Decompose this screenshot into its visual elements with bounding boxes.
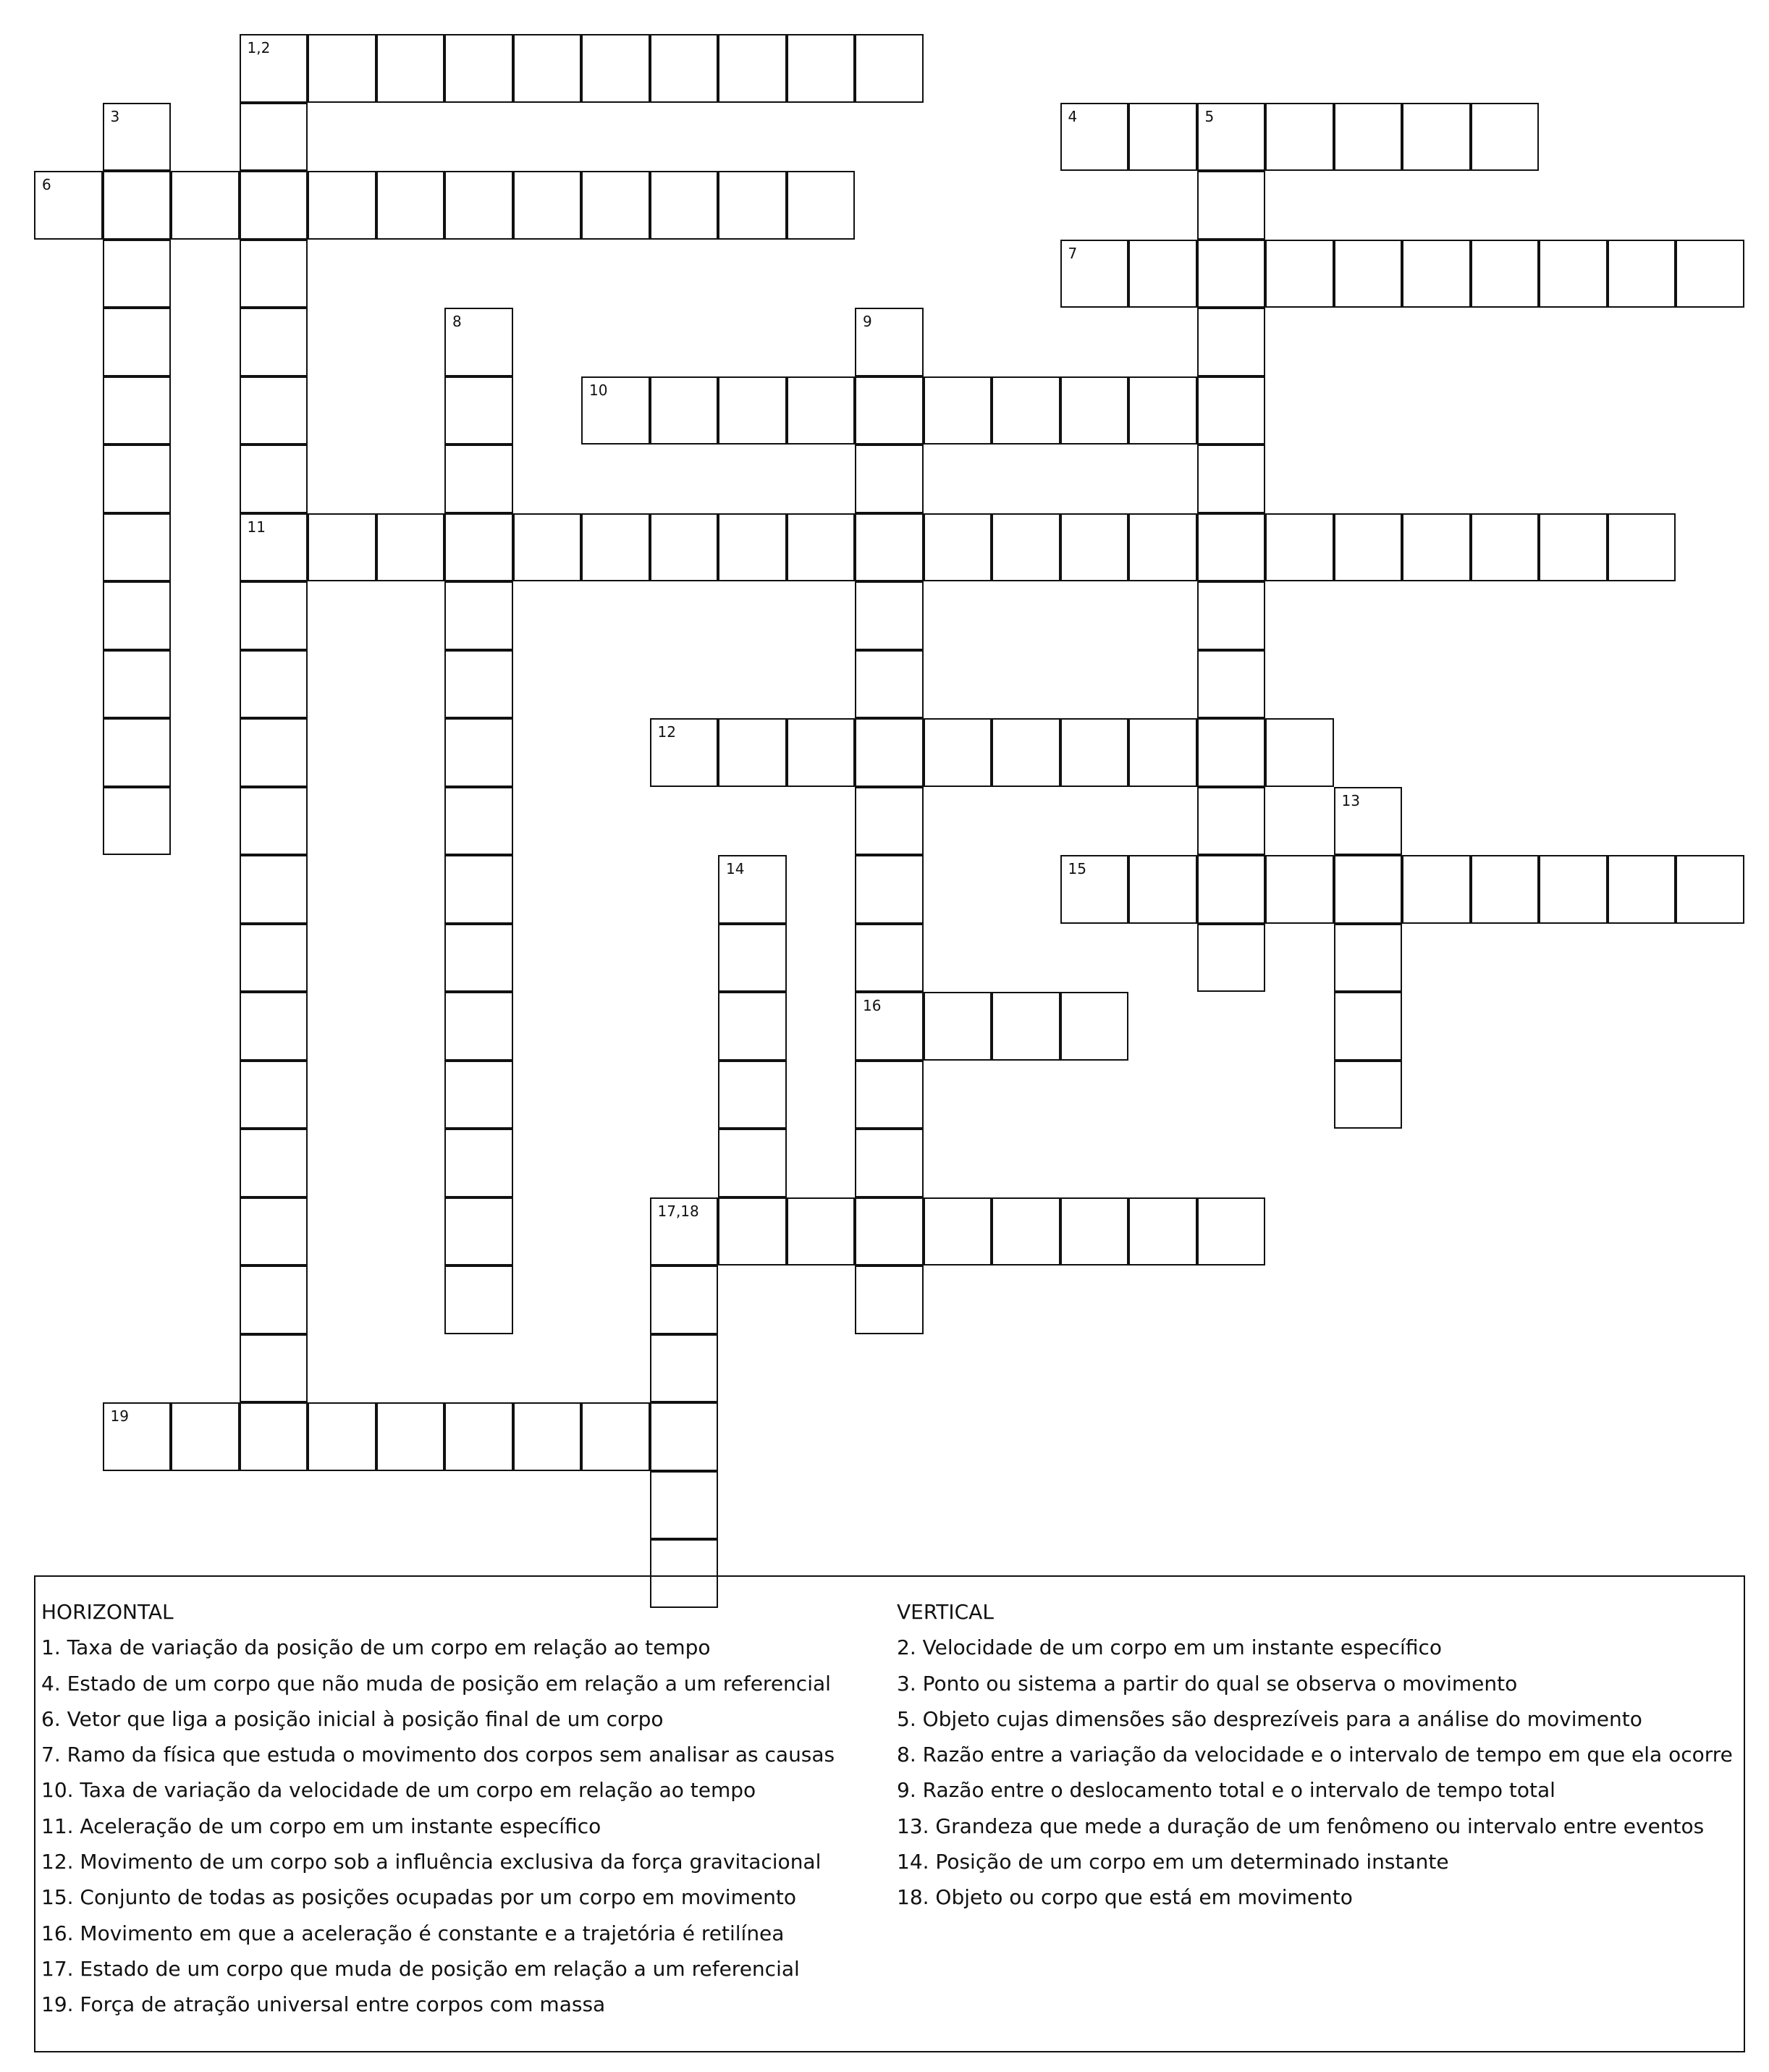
crossword-cell[interactable]: [171, 1402, 240, 1471]
crossword-cell[interactable]: [240, 1061, 308, 1129]
crossword-cell[interactable]: [444, 855, 513, 924]
crossword-cell[interactable]: [855, 924, 924, 993]
crossword-cell[interactable]: [444, 787, 513, 856]
crossword-cell[interactable]: [444, 1402, 513, 1471]
clue-number: 11: [247, 518, 266, 536]
crossword-cell[interactable]: [1197, 513, 1266, 582]
crossword-cell[interactable]: [1197, 171, 1266, 240]
clue-down-9: 9. Razão entre o deslocamento total e o intervalo de tempo total: [897, 1778, 1555, 1803]
crossword-cell[interactable]: [855, 1061, 924, 1129]
crossword-cell[interactable]: [1197, 1197, 1266, 1266]
crossword-cell[interactable]: [444, 650, 513, 719]
crossword-cell[interactable]: [992, 1197, 1060, 1266]
crossword-cell[interactable]: [240, 1129, 308, 1197]
crossword-cell[interactable]: [718, 992, 787, 1061]
crossword-cell[interactable]: [718, 171, 787, 240]
clue-across-10: 10. Taxa de variação da velocidade de um corpo em relação ao tempo: [41, 1778, 756, 1803]
horizontal-clues: [41, 1594, 835, 2023]
crossword-cell[interactable]: [1197, 376, 1266, 445]
clue-number: 5: [1204, 107, 1215, 125]
crossword-cell[interactable]: [240, 513, 308, 582]
crossword-cell[interactable]: [103, 1402, 172, 1471]
crossword-cell[interactable]: [240, 103, 308, 172]
vertical-heading: VERTICAL: [897, 1600, 994, 1624]
crossword-cell[interactable]: [1334, 240, 1403, 308]
crossword-cell[interactable]: [855, 787, 924, 856]
crossword-cell[interactable]: [855, 581, 924, 650]
clue-down-3: 3. Ponto ou sistema a partir do qual se observa o movimento: [897, 1671, 1518, 1696]
clue-number: 13: [1341, 791, 1360, 809]
crossword-cell[interactable]: [855, 308, 924, 376]
crossword-cell[interactable]: [240, 34, 308, 103]
crossword-cell[interactable]: [1060, 103, 1129, 172]
crossword-cell[interactable]: [240, 376, 308, 445]
clue-number: 8: [452, 313, 462, 330]
crossword-cell[interactable]: [513, 34, 582, 103]
clue-across-1: 1. Taxa de variação da posição de um corpo em relação ao tempo: [41, 1635, 711, 1660]
crossword-cell[interactable]: [581, 171, 650, 240]
crossword-cell[interactable]: [1334, 787, 1403, 856]
crossword-cell[interactable]: [1608, 513, 1676, 582]
crossword-cell[interactable]: [240, 650, 308, 719]
crossword-cell[interactable]: [855, 376, 924, 445]
crossword-cell[interactable]: [103, 787, 172, 856]
crossword-cell[interactable]: [308, 1402, 376, 1471]
crossword-cell[interactable]: [444, 376, 513, 445]
crossword-cell[interactable]: [1197, 787, 1266, 856]
crossword-cell[interactable]: [650, 1265, 719, 1334]
crossword-cell[interactable]: [444, 1129, 513, 1197]
clue-number: 16: [863, 997, 882, 1014]
crossword-cell[interactable]: [1402, 855, 1471, 924]
crossword-cell[interactable]: [855, 34, 924, 103]
clue-number: 6: [42, 176, 51, 193]
crossword-cell[interactable]: [444, 1197, 513, 1266]
crossword-cell[interactable]: [513, 1402, 582, 1471]
clue-down-8: 8. Razão entre a variação da velocidade e o intervalo de tempo em que ela ocorre: [897, 1743, 1733, 1767]
crossword-cell[interactable]: [376, 171, 445, 240]
clue-number: 1,2: [247, 39, 271, 56]
crossword-cell[interactable]: [650, 1471, 719, 1540]
crossword-cell[interactable]: [924, 1197, 992, 1266]
crossword-cell[interactable]: [103, 581, 172, 650]
crossword-cell[interactable]: [1334, 924, 1403, 993]
crossword-cell[interactable]: [1334, 103, 1403, 172]
crossword-cell[interactable]: [650, 376, 719, 445]
clue-down-2: 2. Velocidade de um corpo em um instante específico: [897, 1635, 1442, 1660]
crossword-cell[interactable]: [240, 308, 308, 376]
crossword-cell[interactable]: [924, 376, 992, 445]
clue-number: 19: [110, 1407, 129, 1425]
crossword-cell[interactable]: [444, 992, 513, 1061]
crossword-cell[interactable]: [444, 581, 513, 650]
vertical-clues: [897, 1594, 1733, 1916]
crossword-cell[interactable]: [240, 718, 308, 787]
crossword-cell[interactable]: [444, 171, 513, 240]
crossword-cell[interactable]: [1471, 855, 1540, 924]
crossword-cell[interactable]: [1128, 376, 1197, 445]
crossword-cell[interactable]: [924, 992, 992, 1061]
crossword-cell[interactable]: [650, 1334, 719, 1403]
clue-box: [34, 1575, 1745, 2052]
crossword-cell[interactable]: [787, 376, 856, 445]
crossword-cell[interactable]: [1471, 103, 1540, 172]
crossword-cell[interactable]: [444, 308, 513, 376]
crossword-cell[interactable]: [787, 171, 856, 240]
crossword-cell[interactable]: [1197, 650, 1266, 719]
crossword-cell[interactable]: [787, 34, 856, 103]
crossword-cell[interactable]: [1128, 103, 1197, 172]
crossword-cell[interactable]: [1060, 718, 1129, 787]
crossword-cell[interactable]: [650, 1197, 719, 1266]
crossword-cell[interactable]: [444, 34, 513, 103]
crossword-cell[interactable]: [855, 1129, 924, 1197]
crossword-cell[interactable]: [855, 718, 924, 787]
crossword-cell[interactable]: [787, 513, 856, 582]
crossword-cell[interactable]: [444, 1265, 513, 1334]
clue-across-4: 4. Estado de um corpo que não muda de posição em relação a um referencial: [41, 1671, 831, 1696]
crossword-cell[interactable]: [103, 445, 172, 513]
crossword-cell[interactable]: [103, 376, 172, 445]
crossword-cell[interactable]: [376, 1402, 445, 1471]
crossword-cell[interactable]: [240, 855, 308, 924]
crossword-cell[interactable]: [1197, 240, 1266, 308]
crossword-cell[interactable]: [718, 1129, 787, 1197]
crossword-cell[interactable]: [718, 718, 787, 787]
crossword-cell[interactable]: [1060, 1197, 1129, 1266]
crossword-cell[interactable]: [308, 513, 376, 582]
crossword-cell[interactable]: [1471, 240, 1540, 308]
crossword-cell[interactable]: [240, 445, 308, 513]
crossword-cell[interactable]: [1265, 240, 1334, 308]
crossword-cell[interactable]: [513, 513, 582, 582]
crossword-cell[interactable]: [1128, 855, 1197, 924]
clue-across-11: 11. Aceleração de um corpo em um instante específico: [41, 1814, 601, 1838]
crossword-cell[interactable]: [718, 855, 787, 924]
crossword-cell[interactable]: [787, 1197, 856, 1266]
crossword-cell[interactable]: [103, 171, 172, 240]
crossword-cell[interactable]: [1060, 992, 1129, 1061]
crossword-cell[interactable]: [718, 376, 787, 445]
crossword-cell[interactable]: [855, 513, 924, 582]
crossword-cell[interactable]: [855, 445, 924, 513]
crossword-cell[interactable]: [240, 171, 308, 240]
clue-across-17: 17. Estado de um corpo que muda de posição em relação a um referencial: [41, 1956, 800, 1981]
crossword-cell[interactable]: [308, 171, 376, 240]
crossword-cell[interactable]: [924, 513, 992, 582]
crossword-cell[interactable]: [240, 787, 308, 856]
crossword-cell[interactable]: [240, 924, 308, 993]
crossword-cell[interactable]: [1539, 240, 1608, 308]
crossword-cell[interactable]: [308, 34, 376, 103]
crossword-cell[interactable]: [581, 34, 650, 103]
clue-number: 17,18: [657, 1202, 699, 1220]
clue-number: 15: [1068, 860, 1086, 877]
crossword-cell[interactable]: [103, 308, 172, 376]
clue-down-14: 14. Posição de um corpo em um determinado instante: [897, 1850, 1449, 1874]
crossword-cell[interactable]: [103, 240, 172, 308]
clue-down-18: 18. Objeto ou corpo que está em movimento: [897, 1885, 1353, 1910]
crossword-cell[interactable]: [924, 718, 992, 787]
crossword-cell[interactable]: [650, 34, 719, 103]
crossword-cell[interactable]: [581, 1402, 650, 1471]
crossword-cell[interactable]: [787, 718, 856, 787]
crossword-cell[interactable]: [1539, 855, 1608, 924]
crossword-cell[interactable]: [240, 581, 308, 650]
crossword-cell[interactable]: [992, 376, 1060, 445]
crossword-cell[interactable]: [1471, 513, 1540, 582]
clue-number: 10: [589, 381, 608, 399]
clue-number: 3: [110, 107, 120, 125]
crossword-cell[interactable]: [650, 171, 719, 240]
crossword-cell[interactable]: [34, 171, 103, 240]
crossword-cell[interactable]: [1265, 103, 1334, 172]
crossword-cell[interactable]: [1197, 103, 1266, 172]
crossword-cell[interactable]: [1676, 855, 1744, 924]
crossword-cell[interactable]: [1197, 718, 1266, 787]
crossword-cell[interactable]: [240, 1402, 308, 1471]
crossword-cell[interactable]: [650, 1402, 719, 1471]
crossword-cell[interactable]: [444, 445, 513, 513]
clue-across-16: 16. Movimento em que a aceleração é constante e a trajetória é retilínea: [41, 1921, 785, 1945]
crossword-cell[interactable]: [103, 103, 172, 172]
crossword-cell[interactable]: [650, 718, 719, 787]
crossword-cell[interactable]: [103, 513, 172, 582]
crossword-cell[interactable]: [992, 718, 1060, 787]
crossword-cell[interactable]: [1197, 308, 1266, 376]
crossword-cell[interactable]: [513, 171, 582, 240]
crossword-cell[interactable]: [1060, 855, 1129, 924]
crossword-cell[interactable]: [718, 1197, 787, 1266]
crossword-cell[interactable]: [1334, 513, 1403, 582]
crossword-cell[interactable]: [376, 34, 445, 103]
clue-down-13: 13. Grandeza que mede a duração de um fenômeno ou intervalo entre eventos: [897, 1814, 1705, 1838]
crossword-cell[interactable]: [855, 1265, 924, 1334]
crossword-cell[interactable]: [103, 718, 172, 787]
crossword-cell[interactable]: [855, 1197, 924, 1266]
crossword-cell[interactable]: [1128, 718, 1197, 787]
crossword-cell[interactable]: [1128, 240, 1197, 308]
crossword-cell[interactable]: [1197, 924, 1266, 993]
crossword-cell[interactable]: [1402, 103, 1471, 172]
crossword-cell[interactable]: [1060, 240, 1129, 308]
clue-across-15: 15. Conjunto de todas as posições ocupadas por um corpo em movimento: [41, 1885, 796, 1910]
crossword-cell[interactable]: [1265, 855, 1334, 924]
crossword-cell[interactable]: [240, 992, 308, 1061]
crossword-cell[interactable]: [1608, 855, 1676, 924]
crossword-cell[interactable]: [240, 240, 308, 308]
crossword-cell[interactable]: [855, 992, 924, 1061]
clue-number: 4: [1068, 107, 1078, 125]
crossword-cell[interactable]: [1676, 240, 1744, 308]
crossword-cell[interactable]: [992, 992, 1060, 1061]
crossword-cell[interactable]: [650, 513, 719, 582]
crossword-cell[interactable]: [1402, 240, 1471, 308]
crossword-cell[interactable]: [718, 1061, 787, 1129]
crossword-cell[interactable]: [444, 513, 513, 582]
crossword-cell[interactable]: [240, 1197, 308, 1266]
crossword-cell[interactable]: [444, 1061, 513, 1129]
horizontal-heading: HORIZONTAL: [41, 1600, 174, 1624]
crossword-cell[interactable]: [1608, 240, 1676, 308]
crossword-cell[interactable]: [444, 718, 513, 787]
crossword-cell[interactable]: [171, 171, 240, 240]
clue-number: 7: [1068, 244, 1078, 262]
crossword-cell[interactable]: [103, 650, 172, 719]
crossword-cell[interactable]: [855, 855, 924, 924]
crossword-cell[interactable]: [1128, 1197, 1197, 1266]
crossword-cell[interactable]: [718, 513, 787, 582]
crossword-cell[interactable]: [1334, 992, 1403, 1061]
clue-number: 14: [726, 860, 745, 877]
crossword-cell[interactable]: [240, 1334, 308, 1403]
crossword-cell[interactable]: [718, 34, 787, 103]
crossword-cell[interactable]: [718, 924, 787, 993]
crossword-cell[interactable]: [1060, 513, 1129, 582]
clue-down-5: 5. Objeto cujas dimensões são desprezíveis para a análise do movimento: [897, 1706, 1642, 1731]
clue-across-12: 12. Movimento de um corpo sob a influência exclusiva da força gravitacional: [41, 1850, 822, 1874]
clue-number: 12: [657, 723, 676, 741]
clue-across-19: 19. Força de atração universal entre corpos com massa: [41, 1992, 606, 2017]
crossword-cell[interactable]: [1334, 855, 1403, 924]
crossword-cell[interactable]: [1197, 445, 1266, 513]
crossword-cell[interactable]: [581, 513, 650, 582]
crossword-cell[interactable]: [1265, 513, 1334, 582]
clue-across-7: 7. Ramo da física que estuda o movimento dos corpos sem analisar as causas: [41, 1743, 835, 1767]
crossword-cell[interactable]: [581, 376, 650, 445]
crossword-cell[interactable]: [1334, 1061, 1403, 1129]
crossword-cell[interactable]: [1197, 581, 1266, 650]
crossword-cell[interactable]: [992, 513, 1060, 582]
crossword-cell[interactable]: [376, 513, 445, 582]
crossword-cell[interactable]: [444, 924, 513, 993]
clue-number: 9: [863, 313, 872, 330]
crossword-cell[interactable]: [1197, 855, 1266, 924]
crossword-cell[interactable]: [1265, 718, 1334, 787]
crossword-cell[interactable]: [855, 650, 924, 719]
crossword-cell[interactable]: [1060, 376, 1129, 445]
crossword-cell[interactable]: [1539, 513, 1608, 582]
crossword-cell[interactable]: [1402, 513, 1471, 582]
clue-across-6: 6. Vetor que liga a posição inicial à posição final de um corpo: [41, 1706, 664, 1731]
crossword-cell[interactable]: [240, 1265, 308, 1334]
crossword-cell[interactable]: [1128, 513, 1197, 582]
